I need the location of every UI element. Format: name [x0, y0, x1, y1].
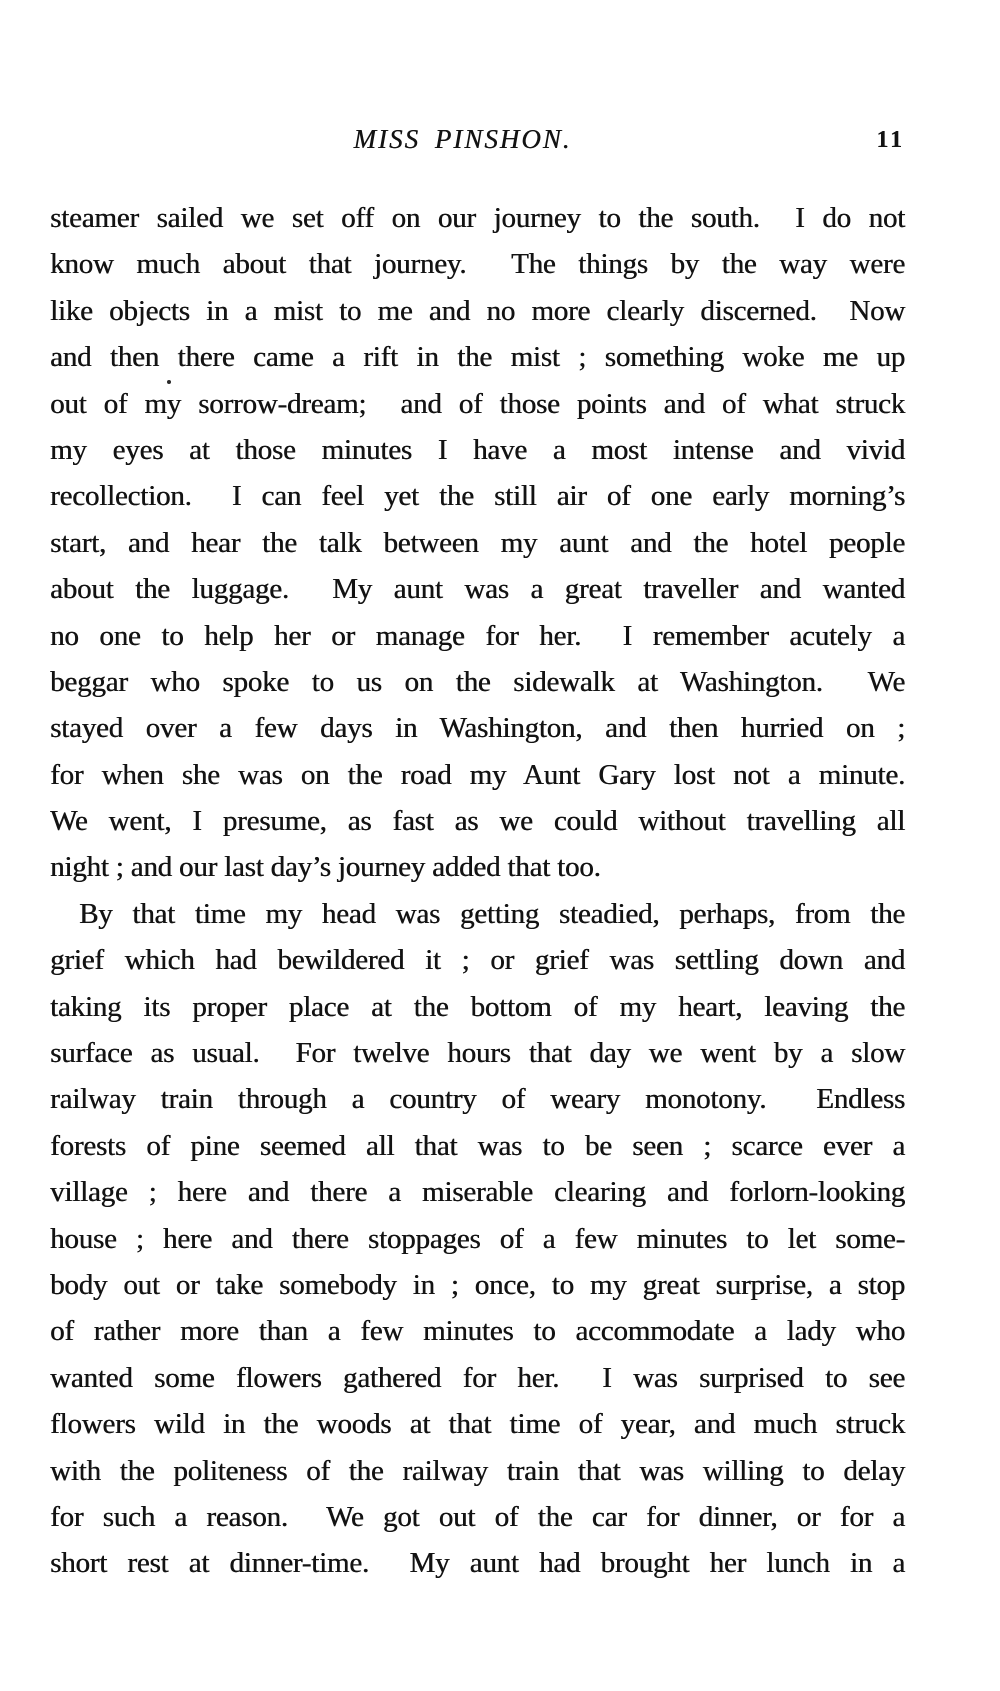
text-line: body out or take somebody in ; once, to my great surprise, a stop	[50, 1268, 905, 1301]
page-number: 11	[876, 127, 905, 153]
text-line: no one to help her or manage for her. I remember acutely a	[50, 619, 905, 652]
text-line: my eyes at those minutes I have a most intense and vivid	[50, 433, 905, 466]
running-title: MISS PINSHON.	[353, 124, 572, 154]
text-line: By that time my head was getting steadied, perhaps, from the	[79, 897, 905, 930]
text-line: start, and hear the talk between my aunt and the hotel people	[50, 526, 905, 559]
text-line: with the politeness of the railway train that was willing to delay	[50, 1454, 905, 1487]
text-line: beggar who spoke to us on the sidewalk at Washington. We	[50, 665, 905, 698]
text-line: railway train through a country of weary monotony. Endless	[50, 1083, 905, 1116]
ink-speck	[167, 380, 171, 384]
text-line: like objects in a mist to me and no more clearly discerned. Now	[50, 294, 905, 327]
text-line: forests of pine seemed all that was to be seen ; scarce ever a	[50, 1129, 905, 1162]
text-line: wanted some flowers gathered for her. I was surprised to see	[50, 1361, 905, 1394]
text-line: know much about that journey. The things by the way were	[50, 248, 905, 281]
text-line: short rest at dinner-time. My aunt had brought her lunch in a	[50, 1547, 905, 1580]
text-line: grief which had bewildered it ; or grief was settling down and	[50, 944, 905, 977]
text-line: stayed over a few days in Washington, and then hurried on ;	[50, 712, 905, 745]
text-line: village ; here and there a miserable clearing and forlorn-looking	[50, 1176, 905, 1209]
text-line: steamer sailed we set off on our journey to the south. I do not	[50, 202, 905, 234]
text-line: taking its proper place at the bottom of my heart, leaving the	[50, 990, 905, 1023]
text-line: about the luggage. My aunt was a great traveller and wanted	[50, 573, 905, 606]
text-line: night ; and our last day’s journey added that too.	[50, 851, 601, 884]
text-line: for such a reason. We got out of the car for dinner, or for a	[50, 1500, 905, 1533]
text-line: We went, I presume, as fast as we could without travelling all	[50, 805, 905, 838]
text-line: for when she was on the road my Aunt Gary lost not a minute.	[50, 758, 905, 791]
text-line: of rather more than a few minutes to accommodate a lady who	[50, 1315, 905, 1348]
text-line: surface as usual. For twelve hours that day we went by a slow	[50, 1037, 905, 1070]
text-line: out of my sorrow-dream; and of those points and of what struck	[50, 387, 905, 420]
text-line: and then there came a rift in the mist ; something woke me up	[50, 341, 905, 374]
page-header	[50, 124, 905, 158]
text-block	[50, 195, 905, 1587]
text-line: flowers wild in the woods at that time of year, and much struck	[50, 1408, 905, 1441]
text-line: recollection. I can feel yet the still air of one early morning’s	[50, 480, 905, 513]
text-line: house ; here and there stoppages of a few minutes to let some-	[50, 1222, 905, 1255]
